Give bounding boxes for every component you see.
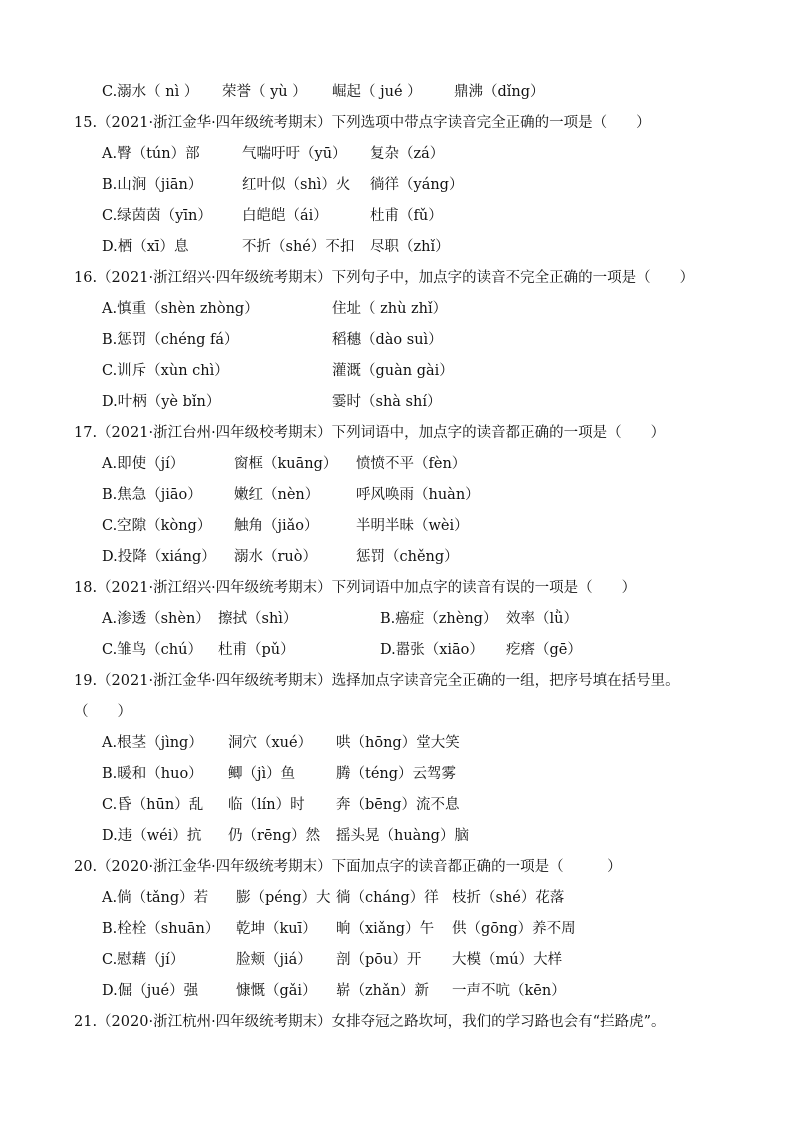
option-item: 复杂（zá）	[370, 146, 445, 162]
option-item: 大模（mú）大样	[452, 952, 563, 968]
option-item: B.癌症（zhèng）	[380, 611, 498, 627]
option-item: A.慎重（shèn zhòng）	[102, 301, 259, 317]
option-item: 杜甫（fǔ）	[370, 208, 443, 224]
option-item: 临（lín）时	[228, 797, 305, 813]
option-item: 剖（pōu）开	[336, 952, 422, 968]
option-item: D.叶柄（yè bǐn）	[102, 394, 221, 410]
option-item: 摇头晃（huàng）脑	[336, 828, 469, 844]
option-item: C.训斥（xùn chì）	[102, 363, 229, 379]
option-item: C.溺水（ nì ）	[102, 84, 199, 100]
option-item: 效率（lǜ）	[506, 611, 578, 627]
option-item: 鲫（jì）鱼	[228, 766, 296, 782]
option-item: 不折（shé）不扣	[242, 239, 355, 255]
option-item: 愤愤不平（fèn）	[356, 456, 467, 472]
option-item: 鼎沸（dǐng）	[454, 84, 545, 100]
option-item: 触角（jiǎo）	[234, 518, 319, 534]
option-item: 白皑皑（ái）	[242, 208, 328, 224]
option-item: 荣誉（ yù ）	[222, 84, 307, 100]
option-item: B.暖和（huo）	[102, 766, 203, 782]
option-item: 住址（ zhù zhǐ）	[332, 301, 448, 317]
question-16: 16.（2021·浙江绍兴·四年级统考期末）下列句子中，加点字的读音不完全正确的一项是（ ）	[74, 270, 695, 286]
option-item: A.臀（tún）部	[102, 146, 200, 162]
option-item: 窗框（kuāng）	[234, 456, 338, 472]
option-item: A.根茎（jìng）	[102, 735, 203, 751]
option-item: D.栖（xī）息	[102, 239, 189, 255]
option-item: 徜徉（yáng）	[370, 177, 464, 193]
option-item: 乾坤（kuī）	[236, 921, 317, 937]
option-item: 嫩红（nèn）	[234, 487, 320, 503]
answer-blank: （ ）	[74, 704, 132, 720]
option-item: 半明半昧（wèi）	[356, 518, 469, 534]
option-item: D.投降（xiáng）	[102, 549, 216, 565]
option-item: C.空隙（kòng）	[102, 518, 212, 534]
question-15: 15.（2021·浙江金华·四年级统考期末）下列选项中带点字读音完全正确的一项是（ ）	[74, 115, 651, 131]
option-item: 枝折（shé）花落	[452, 890, 565, 906]
option-item: 霎时（shà shí）	[332, 394, 442, 410]
option-item: A.渗透（shèn）	[102, 611, 210, 627]
option-item: B.焦急（jiāo）	[102, 487, 202, 503]
question-21: 21.（2020·浙江杭州·四年级统考期末）女排夺冠之路坎坷，我们的学习路也会有“拦路虎”。	[74, 1014, 666, 1030]
option-item: 仍（rēng）然	[228, 828, 321, 844]
option-item: C.绿茵茵（yīn）	[102, 208, 212, 224]
option-item: 气喘吁吁（yū）	[242, 146, 347, 162]
option-item: B.山涧（jiān）	[102, 177, 203, 193]
question-19: 19.（2021·浙江金华·四年级统考期末）选择加点字读音完全正确的一组，把序号填在括号里。	[74, 673, 680, 689]
question-18: 18.（2021·浙江绍兴·四年级统考期末）下列词语中加点字的读音有误的一项是（ ）	[74, 580, 637, 596]
option-item: 崭（zhǎn）新	[336, 983, 429, 999]
option-item: 呼风唤雨（huàn）	[356, 487, 480, 503]
option-item: C.昏（hūn）乱	[102, 797, 204, 813]
option-item: 崛起（ jué ）	[332, 84, 422, 100]
option-item: 疙瘩（gē）	[506, 642, 582, 658]
option-item: 慷慨（gǎi）	[236, 983, 317, 999]
option-item: A.倘（tǎng）若	[102, 890, 209, 906]
option-item: C.雏鸟（chú）	[102, 642, 202, 658]
option-item: 哄（hōng）堂大笑	[336, 735, 460, 751]
option-item: D.倔（jué）强	[102, 983, 199, 999]
option-item: 徜（cháng）徉	[336, 890, 439, 906]
option-item: 灌溉（guàn gài）	[332, 363, 454, 379]
option-item: 惩罚（chěng）	[356, 549, 459, 565]
option-item: 晌（xiǎng）午	[336, 921, 435, 937]
option-item: C.慰藉（jí）	[102, 952, 185, 968]
option-item: 溺水（ruò）	[234, 549, 317, 565]
option-item: 膨（péng）大	[236, 890, 331, 906]
option-item: B.惩罚（chéng fá）	[102, 332, 239, 348]
option-item: 杜甫（pǔ）	[218, 642, 295, 658]
option-item: 稻穗（dào suì）	[332, 332, 443, 348]
option-item: 红叶似（shì）火	[242, 177, 351, 193]
option-item: 供（gōng）养不周	[452, 921, 576, 937]
question-20: 20.（2020·浙江金华·四年级统考期末）下面加点字的读音都正确的一项是（ ）	[74, 859, 622, 875]
option-item: 洞穴（xué）	[228, 735, 313, 751]
option-item: A.即使（jí）	[102, 456, 185, 472]
option-item: 尽职（zhǐ）	[370, 239, 450, 255]
option-item: 脸颊（jiá）	[236, 952, 312, 968]
option-item: D.违（wéi）抗	[102, 828, 202, 844]
question-17: 17.（2021·浙江台州·四年级校考期末）下列词语中，加点字的读音都正确的一项是（ ）	[74, 425, 666, 441]
option-item: 奔（bēng）流不息	[336, 797, 460, 813]
option-item: D.嚣张（xiāo）	[380, 642, 484, 658]
option-item: B.栓栓（shuān）	[102, 921, 220, 937]
option-item: 擦拭（shì）	[218, 611, 298, 627]
option-item: 一声不吭（kēn）	[452, 983, 566, 999]
option-item: 腾（téng）云驾雾	[336, 766, 457, 782]
